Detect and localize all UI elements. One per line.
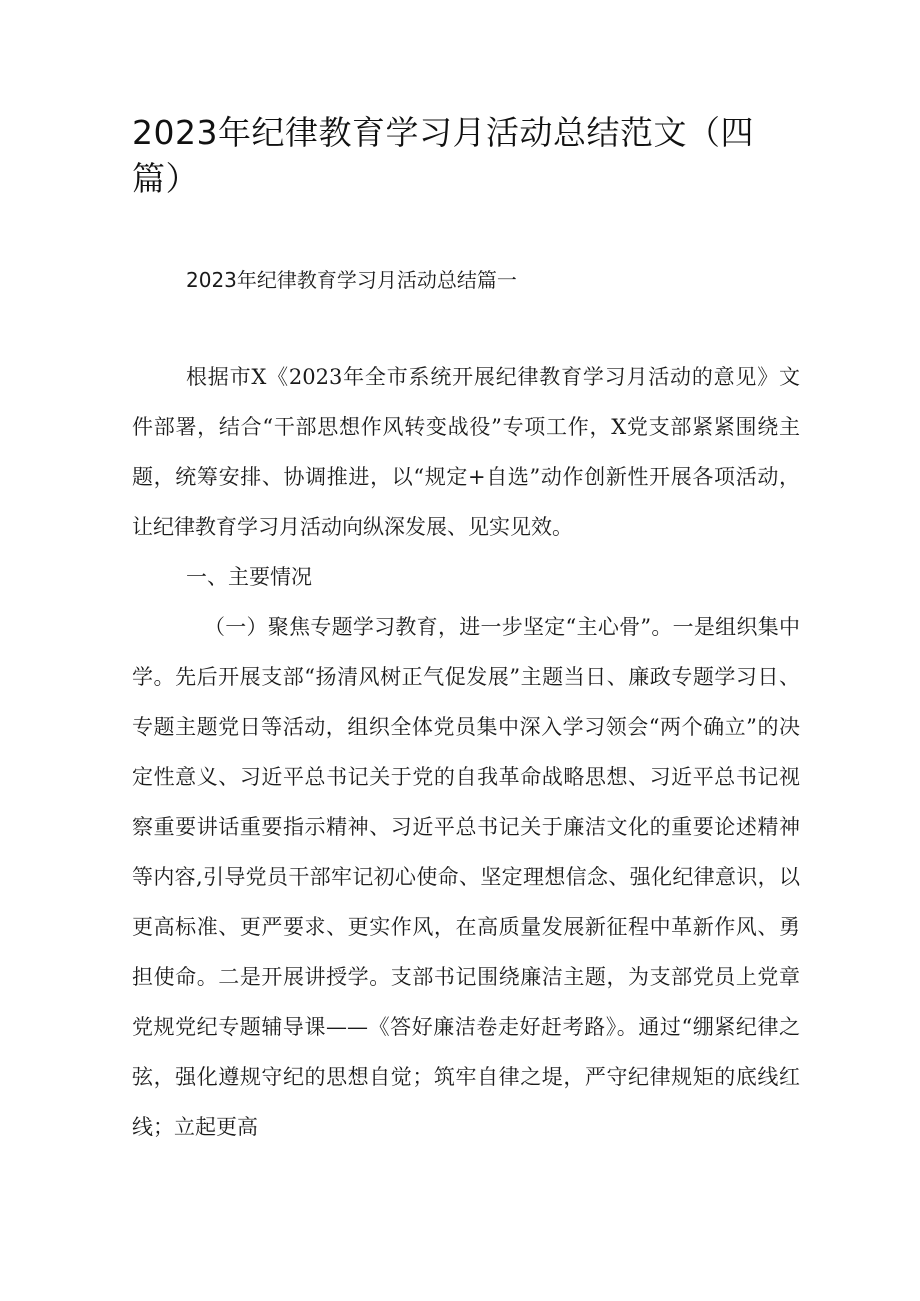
section-heading: 2023年纪律教育学习月活动总结篇一 — [186, 268, 517, 292]
subheading-main-situation: 一、主要情况 — [186, 565, 312, 589]
intro-paragraph: 根据市X《2023年全市系统开展纪律教育学习月活动的意见》文件部署，结合“干部思想作风转变战役”专项工作，X党支部紧紧围绕主题，统筹安排、协调推进，以“规定+自选”动作创新性开展各项活动，让纪律教育学习月活动向纵深发展、见实见效。 — [132, 365, 800, 539]
body-paragraph: （一）聚焦专题学习教育，进一步坚定“主心骨”。一是组织集中学。先后开展支部“扬清风树正气促发展”主题当日、廉政专题学习日、专题主题党日等活动，组织全体党员集中深入学习领会“两个确立”的决定性意义、习近平总书记关于党的自我革命战略思想、习近平总书记视察重要讲话重要指示精神、习近平总书记关于廉洁文化的重要论述精神等内容,引导党员干部牢记初心使命、坚定理想信念、强化纪律意识，以更高标准、更严要求、更实作风，在高质量发展新征程中革新作风、勇担使命。二是开展讲授学。支部书记围绕廉洁主题，为支部党员上党章党规党纪专题辅导课——《答好廉洁卷走好赶考路》。通过“绷紧纪律之弦，强化遵规守纪的思想自觉；筑牢自律之堤，严守纪律规矩的底线红线；立起更高 — [132, 615, 800, 1139]
document-body — [132, 352, 800, 1152]
document-title: 2023年纪律教育学习月活动总结范文（四篇） — [132, 113, 754, 198]
